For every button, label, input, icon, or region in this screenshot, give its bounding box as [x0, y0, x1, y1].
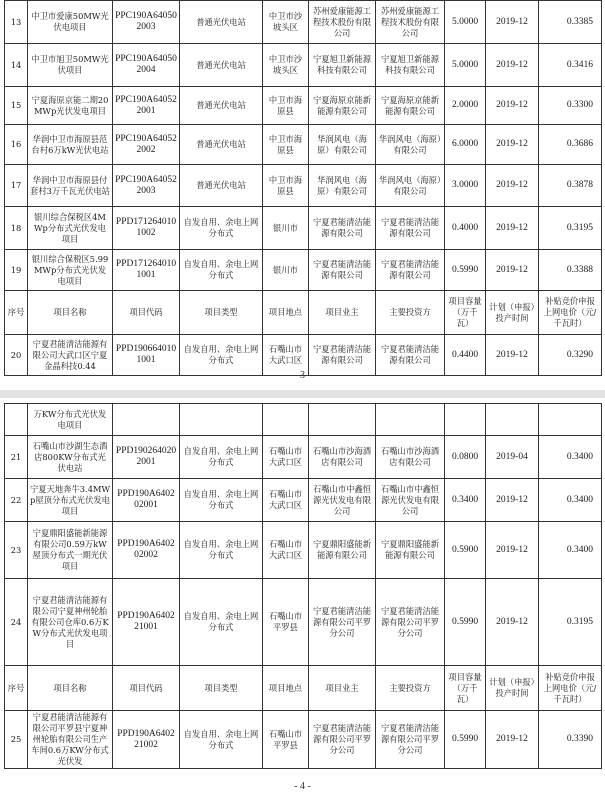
cell-type: 自发自用、余电上网分布式: [180, 207, 263, 250]
cell-cap: 0.5990: [445, 711, 486, 769]
table-row: [5, 479, 602, 522]
cell-code: PPD190A640221001: [113, 579, 180, 666]
cell-price: 0.3195: [539, 579, 602, 666]
table-row-continuation: [5, 404, 602, 436]
page-number: - 3 -: [294, 370, 311, 381]
cell-no: 21: [5, 436, 28, 479]
cell-cap: 6.0000: [445, 125, 486, 165]
cell-type: 自发自用、余电上网分布式: [180, 335, 263, 376]
cell-loc: 项目地点: [263, 291, 309, 335]
cell-investor: 石嘴山市中鑫恒源光伏发电有限公司: [376, 479, 445, 522]
cell-price: 0.3400: [539, 436, 602, 479]
cell-owner: 宁夏旭卫新能源科技有限公司: [309, 44, 376, 87]
cell-code: PPD190A640202002: [113, 522, 180, 579]
cell-owner: 苏州爱康能源工程技术股份有限公司: [309, 1, 376, 44]
cell-cap: [445, 404, 486, 436]
cell-cap: 项目容量（万千瓦）: [445, 291, 486, 335]
cell-code: PPD190A640202001: [113, 479, 180, 522]
cell-loc: 石嘴山市大武口区: [263, 479, 309, 522]
cell-time: 2019-04: [486, 436, 539, 479]
cell-owner: 项目业主: [309, 666, 376, 711]
table-row: [5, 436, 602, 479]
cell-code: PPD1906640101001: [113, 335, 180, 376]
cell-price: 0.3385: [539, 1, 602, 44]
cell-investor: 苏州爱康能源工程技术股份有限公司: [376, 1, 445, 44]
cell-loc: 中卫市海原县: [263, 125, 309, 165]
cell-cap: 0.4400: [445, 335, 486, 376]
table-row: [5, 1, 602, 44]
cell-owner: 宁夏海原京能新能源有限公司: [309, 87, 376, 125]
cell-cap: 项目容量（万千瓦）: [445, 666, 486, 711]
cell-loc: 石嘴山市大武口区: [263, 522, 309, 579]
cell-name: 银川综合保税区5.99MWp分布式光伏发电项目: [28, 250, 113, 291]
cell-code: 项目代码: [113, 291, 180, 335]
cell-no: 24: [5, 579, 28, 666]
table-row: [5, 207, 602, 250]
cell-cap: 0.3400: [445, 479, 486, 522]
cell-name: 中卫市旭卫50MW光伏项目: [28, 44, 113, 87]
cell-loc: 项目地点: [263, 666, 309, 711]
cell-name: 宁夏天地奔牛3.4MWp屋顶分布式光伏发电项目: [28, 479, 113, 522]
cell-investor: 宁夏鼎阳盛能新能源有限公司: [376, 522, 445, 579]
cell-no: 20: [5, 335, 28, 376]
cell-code: PPD1712640101001: [113, 250, 180, 291]
cell-type: 普通光伏电站: [180, 165, 263, 207]
cell-price: 0.3388: [539, 250, 602, 291]
cell-type: 自发自用、余电上网分布式: [180, 711, 263, 769]
cell-no: 16: [5, 125, 28, 165]
cell-loc: 中卫市沙坡头区: [263, 44, 309, 87]
cell-name: 华润中卫市海原县付套村3万千瓦光伏电站: [28, 165, 113, 207]
cell-code: PPC190A640522001: [113, 87, 180, 125]
cell-price: 0.3390: [539, 711, 602, 769]
cell-no: 22: [5, 479, 28, 522]
cell-no: 序号: [5, 666, 28, 711]
cell-investor: 主要投资方: [376, 291, 445, 335]
cell-time: 2019-12: [486, 479, 539, 522]
cell-investor: [376, 404, 445, 436]
table-row: [5, 44, 602, 87]
cell-investor: 石嘴山市沙海酒店有限公司: [376, 436, 445, 479]
cell-time: 2019-12: [486, 207, 539, 250]
cell-code: PPC190A640522002: [113, 125, 180, 165]
cell-type: 普通光伏电站: [180, 44, 263, 87]
cell-code: PPD1712640101002: [113, 207, 180, 250]
cell-code: PPC190A640502003: [113, 1, 180, 44]
cell-cap: 0.5990: [445, 250, 486, 291]
cell-name: 万KW分布式光伏发电项目: [28, 404, 113, 436]
cell-type: 项目类型: [180, 666, 263, 711]
cell-time: 2019-12: [486, 335, 539, 376]
cell-code: 项目代码: [113, 666, 180, 711]
cell-no: 14: [5, 44, 28, 87]
table-row: [5, 125, 602, 165]
cell-name: 华润中卫市海原县范台村6万kW光伏电站: [28, 125, 113, 165]
cell-loc: 石嘴山市大武口区: [263, 436, 309, 479]
cell-loc: 石嘴山市平罗县: [263, 711, 309, 769]
table-row: [5, 711, 602, 769]
document-page-3: [0, 0, 605, 388]
cell-name: 宁夏君能清洁能源有限公司宁夏神州轮胎有限公司仓库0.6万KW分布式光伏发电项目: [28, 579, 113, 666]
cell-type: 自发自用、余电上网分布式: [180, 579, 263, 666]
cell-type: 自发自用、余电上网分布式: [180, 522, 263, 579]
cell-cap: 0.5900: [445, 522, 486, 579]
cell-price: 补贴竞价申报上网电价（元/千瓦时）: [539, 291, 602, 335]
cell-name: 项目名称: [28, 291, 113, 335]
cell-price: 0.3400: [539, 522, 602, 579]
projects-table-page-3: [4, 0, 602, 376]
cell-type: 自发自用、余电上网分布式: [180, 250, 263, 291]
cell-price: 补贴竞价申报上网电价（元/千瓦时）: [539, 666, 602, 711]
cell-time: 2019-12: [486, 87, 539, 125]
cell-no: 13: [5, 1, 28, 44]
cell-cap: 0.5990: [445, 579, 486, 666]
cell-name: 宁夏君能清洁能源有限公司大武口区宁夏金晶科技0.44: [28, 335, 113, 376]
cell-owner: 宁夏君能清洁能源有限公司: [309, 250, 376, 291]
cell-name: 宁夏君能清洁能源有限公司平罗县宁夏神州轮胎有限公司生产车间0.6万KW分布式光伏发: [28, 711, 113, 769]
page-number: - 4 -: [294, 781, 311, 792]
cell-no: 序号: [5, 291, 28, 335]
cell-time: 计划（申报）投产时间: [486, 291, 539, 335]
cell-investor: 主要投资方: [376, 666, 445, 711]
cell-name: 项目名称: [28, 666, 113, 711]
cell-price: 0.3300: [539, 87, 602, 125]
cell-owner: 石嘴山市中鑫恒源光伏发电有限公司: [309, 479, 376, 522]
cell-cap: 0.4000: [445, 207, 486, 250]
cell-name: 银川综合保税区4MWp分布式光伏发电项目: [28, 207, 113, 250]
cell-investor: 宁夏君能清洁能源有限公司平罗分公司: [376, 579, 445, 666]
cell-loc: 中卫市海原县: [263, 87, 309, 125]
cell-type: [180, 404, 263, 436]
cell-owner: 宁夏君能清洁能源有限公司平罗分公司: [309, 711, 376, 769]
cell-code: PPD190A640221002: [113, 711, 180, 769]
cell-price: 0.3878: [539, 165, 602, 207]
table-header-row: [5, 291, 602, 335]
cell-name: 宁夏海原京能二期20MWp光伏发电项目: [28, 87, 113, 125]
cell-no: 25: [5, 711, 28, 769]
table-row: [5, 250, 602, 291]
cell-no: 19: [5, 250, 28, 291]
cell-time: 2019-12: [486, 44, 539, 87]
cell-code: PPC190A640502004: [113, 44, 180, 87]
cell-owner: 宁夏鼎阳盛能新能源有限公司: [309, 522, 376, 579]
cell-code: PPD1902640202001: [113, 436, 180, 479]
cell-investor: 宁夏旭卫新能源科技有限公司: [376, 44, 445, 87]
cell-name: 宁夏鼎阳盛能新能源有限公司0.59万kW屋顶分布式一期光伏项目: [28, 522, 113, 579]
table-row: [5, 165, 602, 207]
cell-investor: 宁夏君能清洁能源有限公司平罗分公司: [376, 711, 445, 769]
cell-investor: 华润风电（海原）有限公司: [376, 165, 445, 207]
cell-type: 普通光伏电站: [180, 1, 263, 44]
cell-no: [5, 404, 28, 436]
cell-cap: 2.0000: [445, 87, 486, 125]
cell-no: 15: [5, 87, 28, 125]
table-row: [5, 87, 602, 125]
cell-time: 计划（申报）投产时间: [486, 666, 539, 711]
cell-loc: 银川市: [263, 250, 309, 291]
cell-cap: 3.0000: [445, 165, 486, 207]
projects-table-page-4: [4, 403, 602, 769]
cell-cap: 5.0000: [445, 44, 486, 87]
cell-price: 0.3290: [539, 335, 602, 376]
cell-owner: 石嘴山市沙海酒店有限公司: [309, 436, 376, 479]
cell-loc: 石嘴山市平罗县: [263, 579, 309, 666]
cell-code: PPC190A640522003: [113, 165, 180, 207]
cell-no: 18: [5, 207, 28, 250]
cell-type: 自发自用、余电上网分布式: [180, 436, 263, 479]
cell-type: 项目类型: [180, 291, 263, 335]
cell-time: 2019-12: [486, 1, 539, 44]
cell-loc: 中卫市沙坡头区: [263, 1, 309, 44]
cell-owner: 项目业主: [309, 291, 376, 335]
cell-investor: 宁夏君能清洁能源有限公司: [376, 250, 445, 291]
cell-owner: 宁夏君能清洁能源有限公司: [309, 207, 376, 250]
cell-no: 23: [5, 522, 28, 579]
cell-investor: 宁夏君能清洁能源有限公司: [376, 335, 445, 376]
cell-loc: [263, 404, 309, 436]
cell-price: 0.3195: [539, 207, 602, 250]
cell-no: 17: [5, 165, 28, 207]
cell-name: 中卫市爱康50MW光伏电项目: [28, 1, 113, 44]
cell-name: 石嘴山市沙湖生态酒店800KW分布式光伏电站: [28, 436, 113, 479]
table-header-row: [5, 666, 602, 711]
cell-investor: 宁夏君能清洁能源有限公司: [376, 207, 445, 250]
cell-investor: 宁夏海原京能新能源有限公司: [376, 87, 445, 125]
cell-owner: [309, 404, 376, 436]
cell-loc: 银川市: [263, 207, 309, 250]
cell-time: 2019-12: [486, 165, 539, 207]
cell-price: 0.3400: [539, 479, 602, 522]
cell-owner: 华润风电（海原）有限公司: [309, 165, 376, 207]
cell-time: [486, 404, 539, 436]
cell-loc: 石嘴山市大武口区: [263, 335, 309, 376]
cell-type: 普通光伏电站: [180, 87, 263, 125]
cell-time: 2019-12: [486, 125, 539, 165]
cell-price: [539, 404, 602, 436]
table-row: [5, 522, 602, 579]
cell-time: 2019-12: [486, 711, 539, 769]
cell-investor: 华润风电（海原）有限公司: [376, 125, 445, 165]
table-row: [5, 579, 602, 666]
cell-price: 0.3416: [539, 44, 602, 87]
cell-cap: 5.0000: [445, 1, 486, 44]
cell-cap: 0.0800: [445, 436, 486, 479]
cell-owner: 宁夏君能清洁能源有限公司平罗分公司: [309, 579, 376, 666]
cell-time: 2019-12: [486, 522, 539, 579]
cell-code: [113, 404, 180, 436]
cell-type: 普通光伏电站: [180, 125, 263, 165]
cell-time: 2019-12: [486, 579, 539, 666]
cell-owner: 宁夏君能清洁能源有限公司: [309, 335, 376, 376]
cell-time: 2019-12: [486, 250, 539, 291]
cell-loc: 中卫市海原县: [263, 165, 309, 207]
cell-type: 自发自用、余电上网分布式: [180, 479, 263, 522]
cell-owner: 华润风电（海原）有限公司: [309, 125, 376, 165]
document-page-4: [0, 388, 605, 800]
cell-price: 0.3686: [539, 125, 602, 165]
